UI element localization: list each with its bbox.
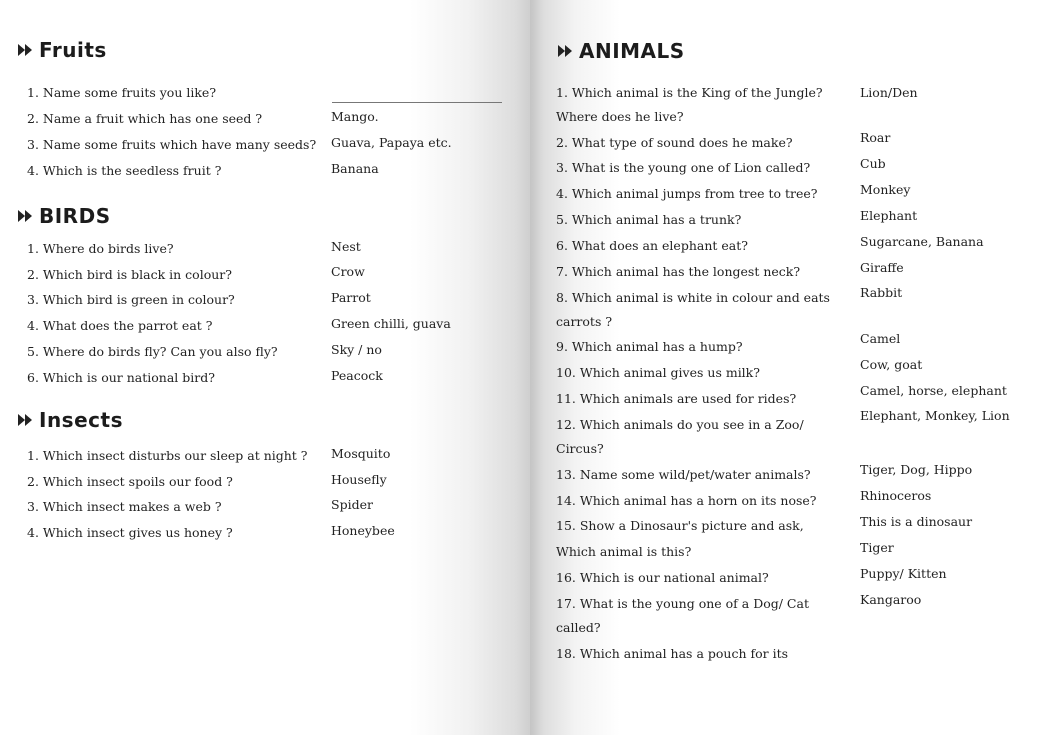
animal-answer: Tiger, Dog, Hippo xyxy=(860,462,973,477)
fruit-answer: Banana xyxy=(331,161,379,176)
fruits-heading xyxy=(18,38,107,62)
animal-question-line: 6. What does an elephant eat? xyxy=(556,238,748,253)
double-arrow-icon xyxy=(18,414,32,426)
bird-answer: Nest xyxy=(331,239,361,254)
insect-question: 3. Which insect makes a web ? xyxy=(27,499,222,514)
animal-answer: Cow, goat xyxy=(860,357,923,372)
animal-question-line: Circus? xyxy=(556,441,604,456)
animal-answer: Monkey xyxy=(860,182,911,197)
double-arrow-icon xyxy=(558,45,572,57)
bird-question: 3. Which bird is green in colour? xyxy=(27,292,235,307)
animal-answer: Elephant, Monkey, Lion xyxy=(860,408,1010,423)
animal-answer: Elephant xyxy=(860,208,918,223)
animal-question-line: 9. Which animal has a hump? xyxy=(556,339,743,354)
insect-answer: Housefly xyxy=(331,472,387,487)
animal-answer: Lion/Den xyxy=(860,85,918,100)
animal-answer: Roar xyxy=(860,130,891,145)
animal-question-line: 13. Name some wild/pet/water animals? xyxy=(556,467,811,482)
animals-heading xyxy=(558,39,685,63)
animal-question-line: 15. Show a Dinosaur's picture and ask, xyxy=(556,518,804,533)
double-arrow-icon xyxy=(18,210,32,222)
animal-question-line: 8. Which animal is white in colour and eats xyxy=(556,290,830,305)
fruit-question: 1. Name some fruits you like? xyxy=(27,85,217,100)
animal-answer: Rabbit xyxy=(860,285,903,300)
fruit-answer: Mango. xyxy=(331,109,379,124)
animal-answer: Kangaroo xyxy=(860,592,922,607)
bird-question: 2. Which bird is black in colour? xyxy=(27,267,232,282)
bird-answer: Crow xyxy=(331,264,365,279)
animal-answer: Puppy/ Kitten xyxy=(860,566,947,581)
fruits-heading-label: Fruits xyxy=(39,38,107,62)
animal-answer: Cub xyxy=(860,156,886,171)
insect-answer: Mosquito xyxy=(331,446,391,461)
insect-answer: Honeybee xyxy=(331,523,395,538)
animal-answer: Camel, horse, elephant xyxy=(860,383,1007,398)
animal-question-line: 7. Which animal has the longest neck? xyxy=(556,264,801,279)
animal-question-line: 18. Which animal has a pouch for its xyxy=(556,646,789,661)
double-arrow-icon xyxy=(18,44,32,56)
animal-question-line: 3. What is the young one of Lion called? xyxy=(556,160,811,175)
animal-question-line: 17. What is the young one of a Dog/ Cat xyxy=(556,596,809,611)
animal-question-line: 12. Which animals do you see in a Zoo/ xyxy=(556,417,804,432)
animal-question-line: 5. Which animal has a trunk? xyxy=(556,212,742,227)
insects-heading xyxy=(18,408,123,432)
fruit-question: 4. Which is the seedless fruit ? xyxy=(27,163,222,178)
animal-question-line: Which animal is this? xyxy=(556,544,692,559)
animal-answer: Camel xyxy=(860,331,901,346)
insect-question: 4. Which insect gives us honey ? xyxy=(27,525,233,540)
bird-question: 1. Where do birds live? xyxy=(27,241,174,256)
fruit-answer: Guava, Papaya etc. xyxy=(331,135,452,150)
animal-question-line: 14. Which animal has a horn on its nose? xyxy=(556,493,817,508)
bird-question: 6. Which is our national bird? xyxy=(27,370,215,385)
bird-answer: Peacock xyxy=(331,368,383,383)
birds-heading-label: BIRDS xyxy=(39,204,111,228)
insects-heading-label: Insects xyxy=(39,408,123,432)
insect-question: 1. Which insect disturbs our sleep at night ? xyxy=(27,448,308,463)
animals-heading-label: ANIMALS xyxy=(579,39,685,63)
answer-blank-line xyxy=(332,102,502,103)
animal-question-line: 11. Which animals are used for rides? xyxy=(556,391,797,406)
animal-answer: Tiger xyxy=(860,540,894,555)
animal-question-line: Where does he live? xyxy=(556,109,684,124)
animal-question-line: 16. Which is our national animal? xyxy=(556,570,769,585)
insect-answer: Spider xyxy=(331,497,373,512)
fruit-question: 2. Name a fruit which has one seed ? xyxy=(27,111,263,126)
bird-answer: Green chilli, guava xyxy=(331,316,451,331)
animal-answer: Giraffe xyxy=(860,260,904,275)
animal-answer: Sugarcane, Banana xyxy=(860,234,984,249)
animal-question-line: 10. Which animal gives us milk? xyxy=(556,365,760,380)
animal-question-line: 1. Which animal is the King of the Jungle? xyxy=(556,85,823,100)
insect-question: 2. Which insect spoils our food ? xyxy=(27,474,233,489)
animal-question-line: 4. Which animal jumps from tree to tree? xyxy=(556,186,818,201)
animal-answer: This is a dinosaur xyxy=(860,514,973,529)
bird-question: 5. Where do birds fly? Can you also fly? xyxy=(27,344,278,359)
animal-question-line: called? xyxy=(556,620,601,635)
bird-answer: Parrot xyxy=(331,290,371,305)
animal-question-line: 2. What type of sound does he make? xyxy=(556,135,793,150)
animal-answer: Rhinoceros xyxy=(860,488,932,503)
fruit-question: 3. Name some fruits which have many seeds? xyxy=(27,137,317,152)
bird-answer: Sky / no xyxy=(331,342,382,357)
animal-question-line: carrots ? xyxy=(556,314,613,329)
right-page xyxy=(530,0,1060,735)
bird-question: 4. What does the parrot eat ? xyxy=(27,318,213,333)
birds-heading xyxy=(18,204,111,228)
